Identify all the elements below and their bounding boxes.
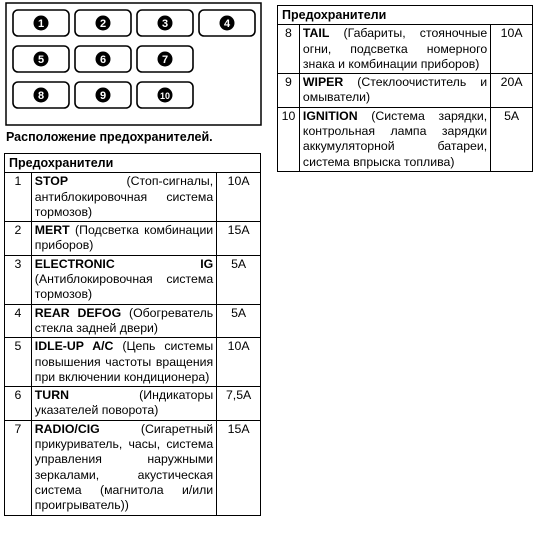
fuse-amperage: 5A [217, 255, 261, 304]
fuse-description-cell [31, 304, 216, 338]
fuse-amperage: 10A [491, 25, 533, 74]
fuse-name: STOP [34, 174, 69, 189]
fuse-slot-label: 3 [161, 18, 169, 30]
fuse-description: (Система зарядки, контрольная лампа зарядки аккумуляторной батареи, система впрыска топлива) [302, 108, 488, 169]
fuse-description-cell [31, 222, 216, 256]
fuse-number: 5 [5, 338, 32, 387]
fuse-description: (Индикаторы указателей поворота) [34, 388, 214, 418]
table-row [5, 420, 261, 515]
fuse-number: 1 [5, 173, 32, 222]
diagram-caption: Расположение предохранителей. [6, 130, 213, 144]
fuse-slot [199, 10, 255, 36]
fuse-slot [137, 10, 193, 36]
fuse-slot [137, 82, 193, 108]
fuse-description-cell [31, 338, 216, 387]
fuse-slot [75, 82, 131, 108]
fuse-name: REAR DEFOG [34, 305, 122, 320]
fuse-table-right [277, 5, 533, 172]
fuse-name: IGNITION [302, 108, 358, 123]
fuse-slot-label: 1 [37, 18, 45, 30]
fuse-number: 7 [5, 420, 32, 515]
fuse-amperage: 20A [491, 74, 533, 108]
fuse-slot-label: 2 [99, 18, 107, 30]
fuse-number: 2 [5, 222, 32, 256]
fuse-description: (Обогреватель стекла задней двери) [34, 305, 214, 335]
fuse-slot [13, 10, 69, 36]
fuse-number: 4 [5, 304, 32, 338]
fuse-description: (Антиблокировочная система тормозов) [34, 272, 214, 302]
fuse-amperage: 15A [217, 222, 261, 256]
fuse-amperage: 10A [217, 173, 261, 222]
fuse-description-cell [31, 173, 216, 222]
fuse-description-cell [31, 255, 216, 304]
fuse-description: (Сигаретный прикуриватель, часы, система управления наружными зеркалами, акустическая система (магнитола и/или проигрыватель)) [34, 421, 214, 513]
fuse-number: 9 [278, 74, 300, 108]
fuse-slot [13, 46, 69, 72]
fuse-slot-label: 9 [99, 90, 107, 102]
fuse-number: 10 [278, 107, 300, 171]
fuse-description-cell [299, 74, 490, 108]
fuse-description-cell [299, 107, 490, 171]
fuse-slot-label: 6 [99, 54, 107, 66]
fuse-slot [75, 10, 131, 36]
fuse-description-cell [299, 25, 490, 74]
table-row [278, 25, 533, 74]
fuse-amperage: 5A [491, 107, 533, 171]
table-row [278, 74, 533, 108]
fuse-description-cell [31, 420, 216, 515]
table-row [5, 173, 261, 222]
table-row [5, 222, 261, 256]
fuse-description: (Стоп-сигналы, антиблокировочная система тормозов) [34, 174, 214, 219]
fuse-description-cell [31, 387, 216, 421]
fuse-slot-label: 8 [37, 90, 45, 102]
fuse-amperage: 7,5A [217, 387, 261, 421]
fuse-amperage: 15A [217, 420, 261, 515]
fuse-slot-label: 5 [37, 54, 45, 66]
table-row [5, 304, 261, 338]
fuse-name: ELECTRONIC IG [34, 256, 214, 271]
fuse-box-diagram [5, 2, 262, 126]
table-row [5, 338, 261, 387]
table-row [5, 255, 261, 304]
fuse-table-left [4, 153, 261, 516]
table-row [278, 107, 533, 171]
fuse-name: TAIL [302, 26, 330, 41]
fuse-name: IDLE-UP A/C [34, 339, 114, 354]
fuse-slot-label: 10 [159, 91, 171, 101]
fuse-name: RADIO/CIG [34, 421, 100, 436]
fuse-slot [75, 46, 131, 72]
fuse-slot-label: 4 [223, 18, 231, 30]
fuse-slot [13, 82, 69, 108]
fuse-number: 3 [5, 255, 32, 304]
fuse-number: 6 [5, 387, 32, 421]
fuse-description: (Стеклоочиститель и омыватели) [302, 75, 488, 105]
table-row [5, 387, 261, 421]
fuse-description: (Цепь системы повышения частоты вращения при включении кондиционера) [34, 339, 214, 384]
fuse-number: 8 [278, 25, 300, 74]
fuse-slot [137, 46, 193, 72]
fuse-amperage: 5A [217, 304, 261, 338]
fuse-name: MERT [34, 223, 70, 238]
table-header: Предохранители [278, 6, 533, 25]
fuse-name: TURN [34, 388, 69, 403]
fuse-name: WIPER [302, 75, 344, 90]
fuse-description: (Габариты, стояночные огни, подсветка номерного знака и комбинации приборов) [302, 26, 488, 71]
fuse-slot-label: 7 [161, 54, 169, 66]
table-header: Предохранители [5, 154, 261, 173]
fuse-amperage: 10A [217, 338, 261, 387]
fuse-description: (Подсветка комбинации приборов) [34, 223, 214, 253]
